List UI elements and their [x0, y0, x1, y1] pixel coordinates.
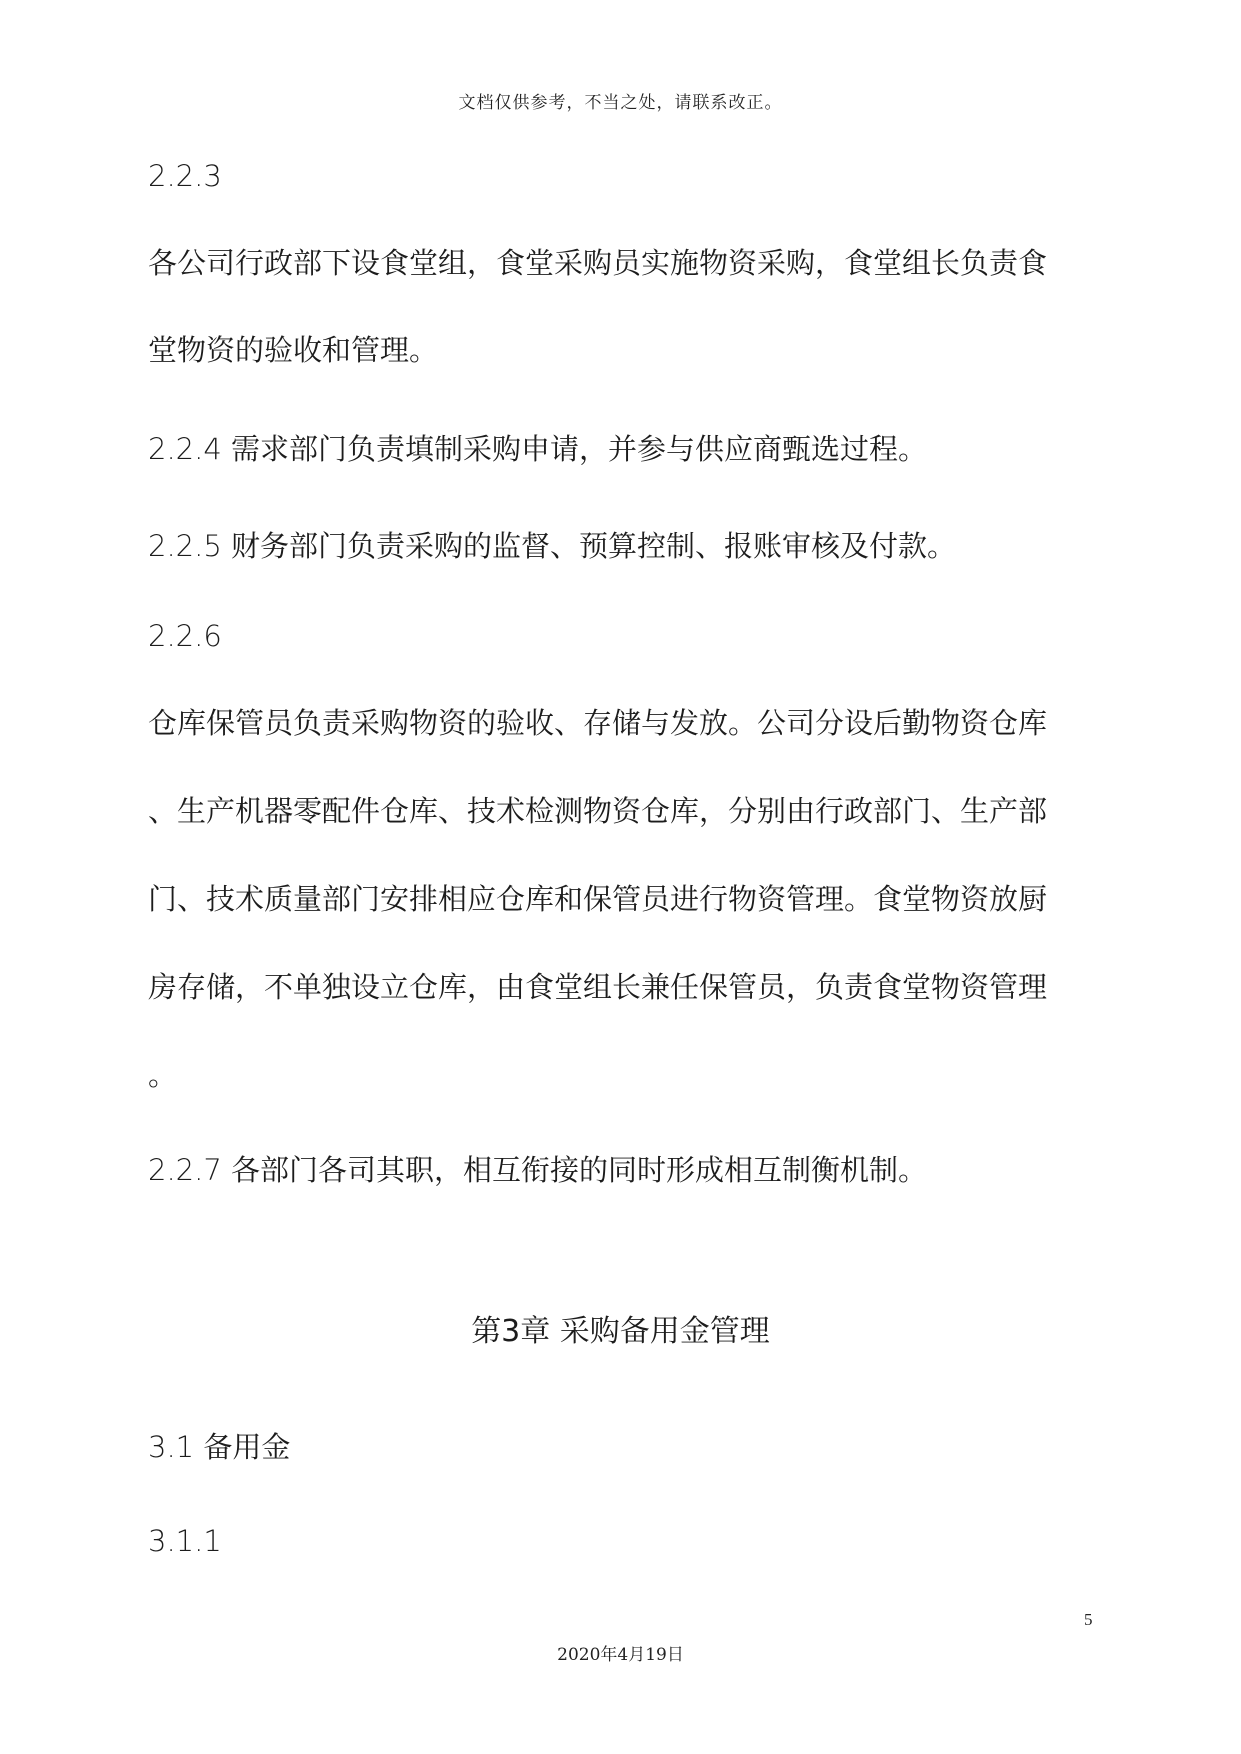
paragraph-line: 仓库保管员负责采购物资的验收、存储与发放。公司分设后勤物资仓库: [148, 706, 1048, 740]
paragraph-line: 房存储，不单独设立仓库，由食堂组长兼任保管员，负责食堂物资管理: [148, 970, 1048, 1004]
paragraph-line: 。: [148, 1058, 178, 1092]
section-heading-3-1: 3.1 备用金: [148, 1430, 291, 1464]
section-2-2-4: 2.2.4 需求部门负责填制采购申请，并参与供应商甄选过程。: [148, 432, 928, 466]
section-number-2-2-6: 2.2.6: [148, 619, 222, 653]
section-2-2-5: 2.2.5 财务部门负责采购的监督、预算控制、报账审核及付款。: [148, 529, 957, 563]
chapter-title: 第3章 采购备用金管理: [471, 1314, 770, 1349]
header-disclaimer: 文档仅供参考，不当之处，请联系改正。: [458, 93, 783, 113]
paragraph-line: 各公司行政部下设食堂组，食堂采购员实施物资采购，食堂组长负责食: [148, 246, 1048, 280]
paragraph-line: 堂物资的验收和管理。: [148, 333, 439, 367]
section-number-2-2-3: 2.2.3: [148, 159, 222, 193]
page-number: 5: [1084, 1610, 1093, 1629]
paragraph-line: 门、技术质量部门安排相应仓库和保管员进行物资管理。食堂物资放厨: [148, 882, 1048, 916]
section-2-2-7: 2.2.7 各部门各司其职，相互衔接的同时形成相互制衡机制。: [148, 1153, 928, 1187]
section-number-3-1-1: 3.1.1: [148, 1524, 222, 1558]
paragraph-line: 、生产机器零配件仓库、技术检测物资仓库，分别由行政部门、生产部: [148, 794, 1048, 828]
footer-date: 2020年4月19日: [557, 1645, 684, 1665]
